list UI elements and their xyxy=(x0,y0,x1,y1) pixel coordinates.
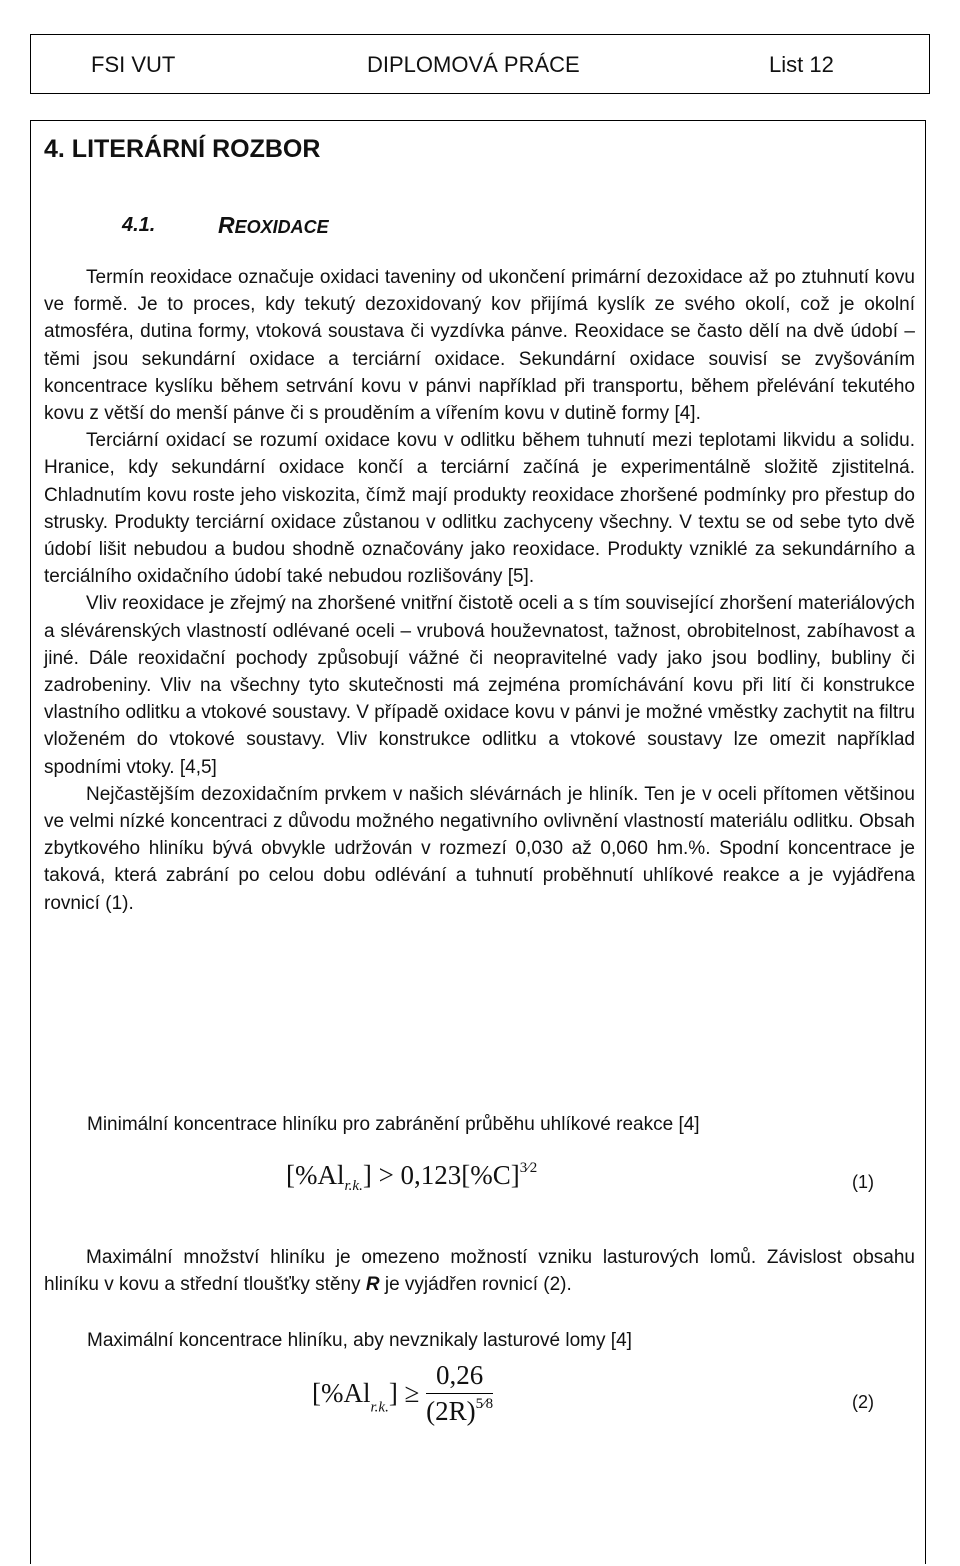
paragraph-5-text-a: Maximální množství hliníku je omezeno možností vzniku lasturových lomů. Závislost obsahu hliníku v kovu a střední tloušťky stěny xyxy=(44,1247,915,1296)
body-text xyxy=(44,264,915,917)
paragraph-5-text-b: je vyjádřen rovnicí (2). xyxy=(379,1274,572,1296)
equation-2-exponent: 5⁄8 xyxy=(475,1396,494,1412)
paragraph-5-symbol: R xyxy=(365,1274,380,1296)
subsection-rest: EOXIDACE xyxy=(234,217,329,237)
equation-1-lhs: [%Al xyxy=(286,1160,345,1190)
equation-2-fraction xyxy=(426,1360,493,1427)
equation-2-subscript: r.k. xyxy=(370,1399,389,1416)
equation-1-exponent: 3⁄2 xyxy=(519,1160,538,1176)
equation-2-numerator: 0,26 xyxy=(426,1360,493,1394)
equation-2 xyxy=(312,1360,493,1427)
paragraph-5 xyxy=(44,1244,915,1298)
equation-2-intro: Maximální koncentrace hliníku, aby nevznikaly lasturové lomy [4] xyxy=(87,1330,632,1351)
paragraph-4: Nejčastějším dezoxidačním prvkem v našich slévárnách je hliník. Ten je v oceli přítomen většinou ve velmi nízké koncentraci z důvodu možného negativního ovlivnění vlastností materiálu odlitku. Obsah zbytkového hliníku bývá obvykle udržován v rozmezí 0,030 až 0,060 hm.%. Spodní koncentrace je taková, která zabrání po celou dobu odlévání a tuhnutí proběhnutí uhlíkové reakce a je vyjádřena rovnicí (1). xyxy=(44,783,915,914)
equation-1-number: (1) xyxy=(852,1172,874,1192)
equation-1-subscript: r.k. xyxy=(344,1178,363,1194)
equation-1-rhs: ] > 0,123[%C] xyxy=(362,1160,520,1190)
header-document-type: DIPLOMOVÁ PRÁCE xyxy=(367,52,580,77)
subsection-number: 4.1. xyxy=(122,214,156,236)
equation-2-denominator: (2R) xyxy=(426,1396,476,1426)
paragraph-1: Termín reoxidace označuje oxidaci taveniny od ukončení primární dezoxidace až po ztuhnutí kovu ve formě. Je to proces, kdy tekutý dezoxidovaný kov přijímá kyslík ze svého okolí, což je okolní atmosféra, dutina formy, vtoková soustava či vyzdívka pánve. Reoxidace se často dělí na dvě údobí – těmi jsou sekundární oxidace a terciární oxidace. Sekundární oxidace souvisí se zvyšováním koncentrace kyslíku během setrvání kovu v pánvi například při transportu, během přelévání tekutého kovu z větší do menší pánve či s prouděním a vířením kovu v dutině formy [4]. xyxy=(44,267,915,425)
equation-1 xyxy=(286,1160,537,1195)
equation-1-intro: Minimální koncentrace hliníku pro zabránění průběhu uhlíkové reakce [4] xyxy=(87,1114,700,1135)
equation-2-lhs: [%Al xyxy=(312,1378,371,1408)
subsection-initial: R xyxy=(218,212,235,238)
paragraph-2: Terciární oxidací se rozumí oxidace kovu v odlitku během tuhnutí mezi teplotami likvidu a solidu. Hranice, kdy sekundární oxidace končí a terciární začíná je experimentálně složitě zjistitelná. Chladnutím kovu roste jeho viskozita, čímž mají produkty reoxidace zhoršené podmínky pro přestup do strusky. Produkty terciární oxidace zůstanou v odlitku zachyceny všechny. V textu se od sebe tyto dvě údobí lišit nebudou a budou shodně označovány jako reoxidace. Produkty vzniklé za sekundárního a terciálního oxidačního údobí také nebudou rozlišovány [5]. xyxy=(44,430,915,588)
page-header xyxy=(30,34,930,94)
equation-2-number: (2) xyxy=(852,1392,874,1412)
equation-2-relation: ] ≥ xyxy=(388,1378,420,1408)
paragraph-3: Vliv reoxidace je zřejmý na zhoršené vnitřní čistotě oceli a s tím související zhoršení materiálových a slévárenských vlastností odlévané oceli – vrubová houževnatost, tažnost, obrobitelnost, zabíhavost a jiné. Dále reoxidační pochody způsobují vážné či neopravitelné vady jako jsou bodliny, bubliny či zadrobeniny. Vliv na všechny tyto skutečnosti má zejména promíchávání kovu při lití či konstrukce vlastního odlitku a vtokové soustavy. V případě oxidace kovu v pánvi je možné vměstky zachytit na filtru vloženém do vtokové soustavy. Vliv konstrukce odlitku a vtokové soustavy lze omezit například spodními vtoky. [4,5] xyxy=(44,593,915,778)
header-institution: FSI VUT xyxy=(91,52,176,77)
subsection-title xyxy=(218,212,329,239)
section-title: 4. LITERÁRNÍ ROZBOR xyxy=(44,135,321,163)
header-page-number: List 12 xyxy=(769,52,834,77)
